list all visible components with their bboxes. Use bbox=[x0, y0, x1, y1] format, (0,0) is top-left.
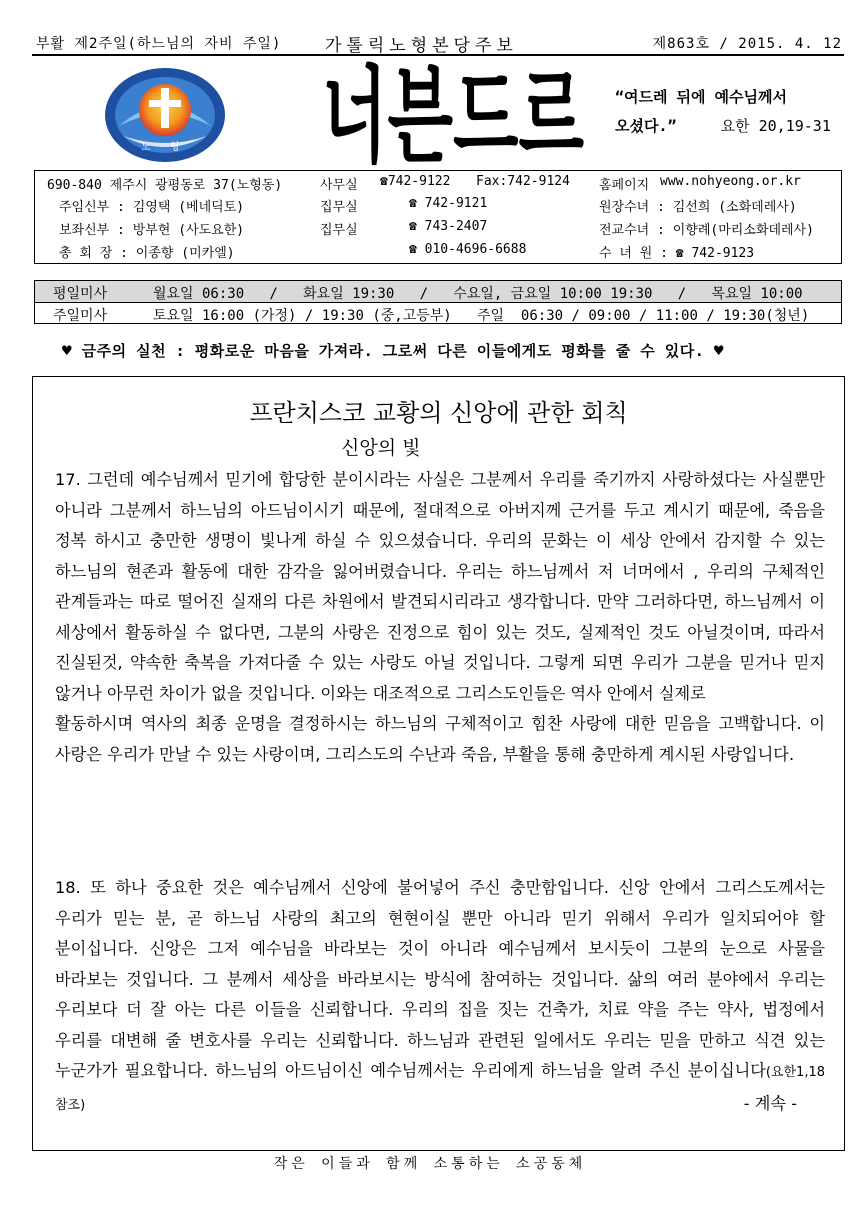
logo-text: 노 형 bbox=[141, 142, 188, 153]
scripture-reference: (요한1,18 참조) bbox=[55, 1065, 825, 1113]
pastor-room-label: 집무실 bbox=[320, 200, 358, 215]
liturgical-day: 부활 제2주일(하느님의 자비 주일) bbox=[36, 36, 282, 52]
gospel-quote-line1: “여드레 뒤에 예수님께서 bbox=[615, 88, 787, 106]
gospel-quote-line2 bbox=[615, 115, 831, 136]
info-row bbox=[35, 171, 841, 193]
weekly-practice bbox=[62, 340, 724, 361]
council-phone: ☎ 010-4696-6688 bbox=[409, 242, 527, 257]
gospel-quote-end: 오셨다.” bbox=[615, 117, 677, 135]
paragraph-18-text: 18. 또 하나 중요한 것은 예수님께서 신앙에 불어넣어 주신 충만함입니다. 신앙 안에서 그리스도께서는 우리가 믿는 분, 곧 하느님 사랑의 최고의 현현이실 뿐만 아니라 믿기 위해서 우리가 일치되어야 할 분이십니다. 신앙은 그저 예수님을 바라보는 것이 아니라 예수님께서 보시듯이 그분의 눈으로 사물을 바라보는 것입니다. 그 분께서 세상을 바라보시는 방식에 참여하는 것입니다. 삶의 여러 분야에서 우리는 우리보다 더 잘 아는 다른 이들을 신뢰합니다. 우리의 집을 짓는 건축가, 치료 약을 주는 약사, 법정에서 우리를 대변해 줄 변호사를 우리는 신뢰합니다. 하느님과 관련된 일에서도 우리는 믿을 만하고 식견 있는 누군가가 필요합니다. 하느님의 아드님이신 예수님께서는 우리에게 하느님을 알려 주신 분이십니다 bbox=[55, 878, 825, 1080]
weekday-mass-label: 평일미사 bbox=[53, 286, 108, 302]
pastor: 주임신부 : 김영택 (베네딕토) bbox=[59, 200, 245, 215]
sunday-mass-label: 주일미사 bbox=[53, 308, 108, 324]
assistant-priest: 보좌신부 : 방부현 (사도요한) bbox=[59, 223, 245, 238]
convent-phone: 수 녀 원 : ☎ 742-9123 bbox=[599, 246, 755, 261]
weekly-practice-text: 금주의 실천 : 평화로운 마음을 가져라. 그로써 다른 이들에게도 평화를 줄 수 있다. bbox=[81, 342, 705, 360]
mission-nun: 전교수녀 : 이향례(마리소화데레사) bbox=[599, 223, 814, 238]
office-fax: Fax:742-9124 bbox=[476, 174, 570, 189]
article-box bbox=[32, 376, 845, 1151]
homepage-label: 홈페이지 bbox=[599, 178, 650, 193]
paragraph-17-part2: 활동하시며 역사의 최종 운명을 결정하시는 하느님의 구체적이고 힘찬 사랑에 대한 믿음을 고백합니다. 이 사랑은 우리가 만날 수 있는 사랑이며, 그리스도의 수난과 죽음, 부활을 통해 충만하게 계시된 사랑입니다. bbox=[55, 714, 825, 764]
parish-contact-box bbox=[34, 170, 842, 264]
masthead-title bbox=[322, 60, 587, 166]
address: 690-840 제주시 광평동로 37(노형동) bbox=[47, 178, 283, 193]
heart-icon: ♥ bbox=[62, 341, 73, 360]
header-divider bbox=[32, 54, 844, 56]
info-row bbox=[35, 193, 841, 215]
footer-slogan: 작은 이들과 함께 소통하는 소공동체 bbox=[273, 1156, 587, 1172]
assistant-phone: ☎ 743-2407 bbox=[409, 219, 488, 234]
continued-marker: - 계속 - bbox=[743, 1093, 797, 1113]
head-nun: 원장수녀 : 김선희 (소화데레사) bbox=[599, 200, 797, 215]
article-subtitle: 신앙의 빛 bbox=[341, 437, 421, 459]
homepage-link[interactable]: www.nohyeong.or.kr bbox=[660, 174, 801, 189]
masthead-title-text: 너븐드르 bbox=[322, 60, 584, 166]
info-row bbox=[35, 216, 841, 238]
office-label: 사무실 bbox=[320, 178, 358, 193]
article-paragraph-18 bbox=[55, 873, 825, 1121]
mass-schedule-box bbox=[34, 280, 842, 324]
assistant-room-label: 집무실 bbox=[320, 223, 358, 238]
paragraph-17-part1: 17. 그런데 예수님께서 믿기에 합당한 분이시라는 사실은 그분께서 우리를 죽기까지 사랑하셨다는 사실뿐만 아니라 그분께서 하느님의 아드님이시기 때문에, 절대적으로 아버지께 근거를 두고 계시기 때문에, 죽음을 정복 하시고 충만한 생명이 빛나게 하실 수 있으셨습니다. 우리의 문화는 이 세상 안에서 감지할 수 있는 하느님의 현존과 활동에 대한 감각을 잃어버렸습니다. 우리는 하느님께서 저 너머에서 , 우리의 구체적인 관계들과는 따로 떨어진 실재의 다른 차원에서 발견되시리라고 생각합니다. 만약 그러하다면, 하느님께서 이 세상에서 활동하실 수 없다면, 그분의 사랑은 진정으로 힘이 있는 것도, 실제적인 것도 아닐것이며, 따라서 진실된것, 약속한 축복을 가져다줄 수 있는 사랑도 아닐 것입니다. 그렇게 되면 우리가 그분을 믿거나 믿지 않거나 아무런 차이가 없을 것입니다. 이와는 대조적으로 그리스도인들은 역사 안에서 실제로 bbox=[55, 470, 825, 703]
pastor-phone: ☎ 742-9121 bbox=[409, 196, 488, 211]
gospel-reference: 요한 20,19-31 bbox=[720, 117, 831, 135]
weekday-mass-times: 월요일 06:30 / 화요일 19:30 / 수요일, 금요일 10:00 19:30 / 목요일 10:00 bbox=[153, 286, 803, 302]
weekday-mass-row bbox=[35, 281, 841, 303]
bulletin-name: 가톨릭노형본당주보 bbox=[325, 36, 518, 56]
article-title: 프란치스코 교황의 신앙에 관한 회칙 bbox=[249, 399, 628, 427]
sunday-mass-row bbox=[35, 303, 841, 324]
office-phone: ☎742-9122 bbox=[380, 174, 451, 189]
issue-number-date: 제863호 / 2015. 4. 12 bbox=[652, 36, 842, 52]
council-president: 총 회 장 : 이종향 (미카엘) bbox=[59, 246, 235, 261]
masthead-title-graphic bbox=[322, 60, 587, 166]
info-row bbox=[35, 239, 841, 261]
parish-logo bbox=[103, 66, 227, 164]
sunday-mass-times: 토요일 16:00 (가정) / 19:30 (중,고등부) 주일 06:30 / 09:00 / 11:00 / 19:30(청년) bbox=[153, 308, 810, 324]
heart-icon: ♥ bbox=[713, 341, 724, 360]
article-paragraph-17 bbox=[55, 465, 825, 770]
